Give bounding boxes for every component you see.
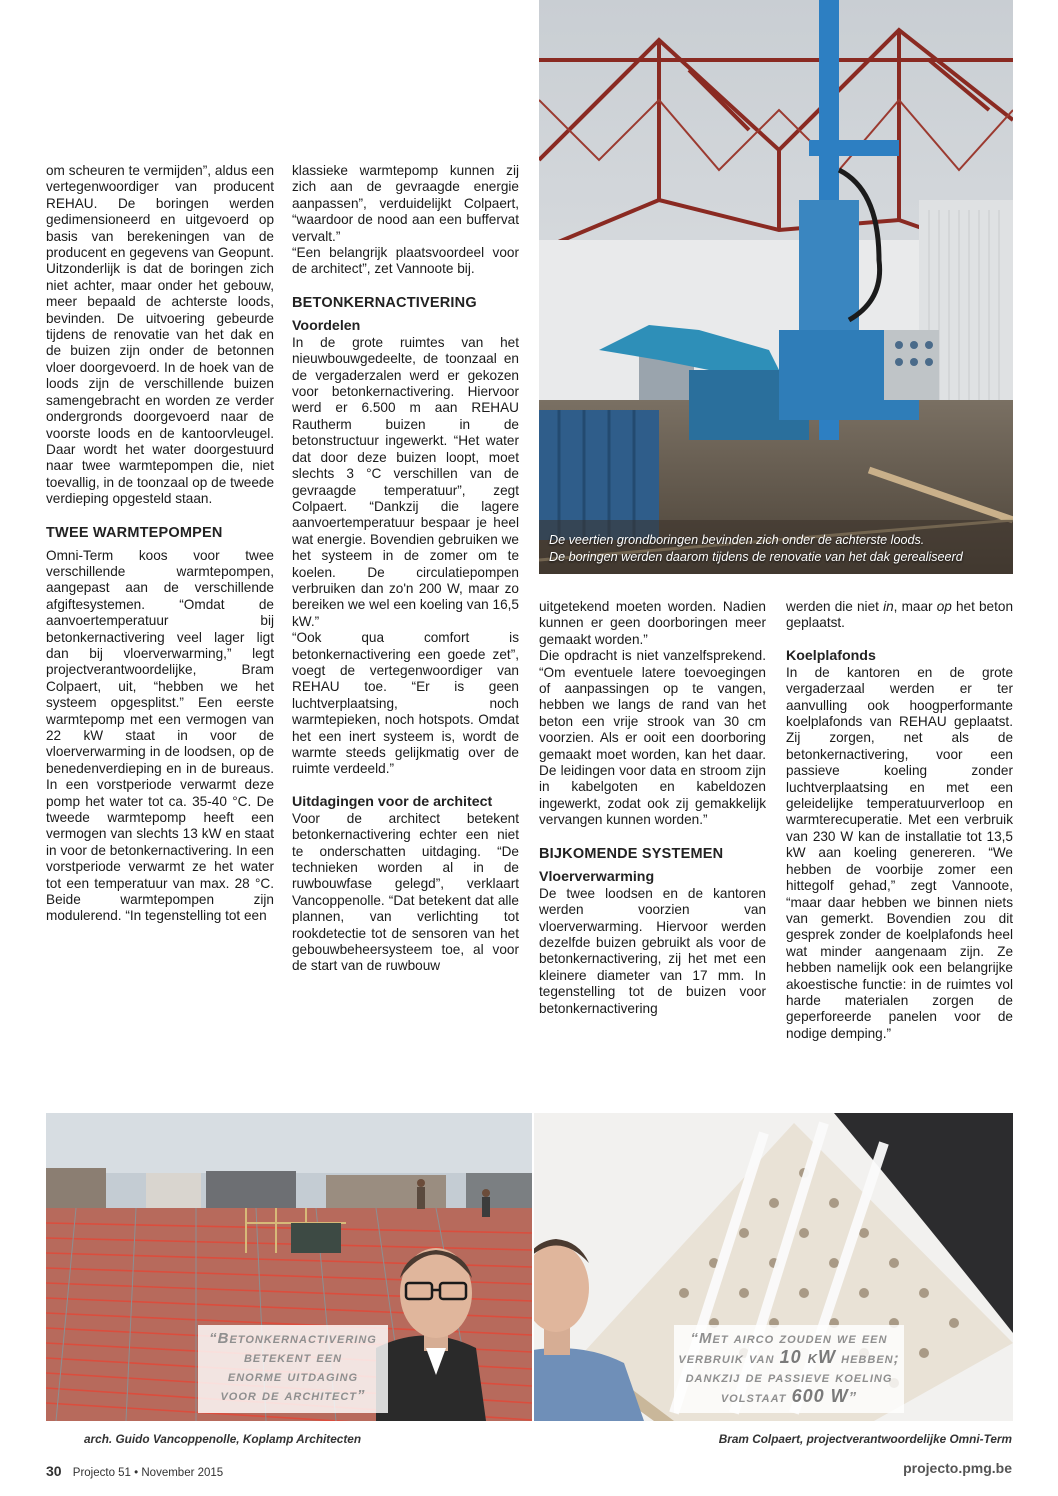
article-column-2 [292, 163, 519, 975]
project-lead-quote-line-2 [674, 1348, 904, 1368]
construction-site-photo [46, 1113, 532, 1421]
architect-quote-line-1: “Betonkernactivering [209, 1330, 377, 1347]
quote-value-600w: 600 W [791, 1386, 849, 1406]
col4-p1-part-c: , maar [893, 599, 937, 614]
article-column-1 [46, 163, 274, 925]
issue-info: Projecto 51 • November 2015 [72, 1467, 224, 1479]
col4-p1-emphasis-op: op [936, 599, 952, 614]
architect-quote [198, 1325, 388, 1413]
drilling-rig-illustration [539, 0, 1013, 574]
subheading-koelplafonds: Koelplafonds [786, 647, 876, 664]
quote-value-10kw: 10 kW [779, 1347, 836, 1367]
col3-paragraph-1: uitgetekend moeten worden. Nadien kunnen er geen doorboringen meer gemaakt worden.” [539, 599, 766, 647]
subheading-vloerverwarming: Vloerverwarming [539, 868, 655, 885]
col4-p1-part-a: werden die niet [786, 599, 884, 614]
drilling-rig-photo [539, 0, 1013, 574]
col4-paragraph-2: In de kantoren en de grote vergaderzaal werden er ter aanvulling ook hoogperformante koelplafonds van REHAU geplaatst. Zij zorgen, net als de betonkernactivering, voor een passieve koeling zonder luchtverplaatsing en met een geleidelijke temperatuurverloop en warmterecuperatie. Met een verbruik van 230 W kan de installatie tot 13,5 kW aan koeling genereren. “We hebben de voorbije zomer een hittegolf gehad,” zegt Vannoote, “maar daar hebben we binnen niets van gemerkt. Bovendien zou dit gesprek zonder de koelplafonds heel wat minder aangenaam zijn. Ze hebben namelijk ook een belangrijke akoestische functie: in de ruimtes vol harde materialen zorgen de geperforeerde panelen voor de nodige demping.” [786, 664, 1013, 1041]
col2-paragraph-5: Voor de architect betekent betonkernactivering echter een niet te onderschatten uitdaging. “De technieken worden al in de ruwbouwfase gelegd”, verklaart Vancoppenolle. “Dat betekent dat alle plannen, van verlichting tot rookdetectie tot de sensoren van het gebouwbeheersysteem toe, al voor de start van de ruwbouw [292, 810, 519, 974]
col3-paragraph-2: Die opdracht is niet vanzelfsprekend. “Om eventuele latere toevoegingen of aanpassingen op te vangen, hebben we langs de rand van het beton een vrije strook van 30 cm voorzien. Als er ooit een doorboring gemaakt moet worden, kan het daar. De leidingen voor data en stroom zijn in kabelgoten en kabeldozen ingewerkt, zodat ook zij gemakkelijk vervangen kunnen worden.” [539, 648, 766, 828]
col4-p1-part-e: het beton geplaatst. [786, 599, 1013, 631]
article-column-3 [539, 599, 766, 1017]
project-lead-quote-line-3: dankzij de passieve koeling [685, 1369, 893, 1386]
project-lead-quote-line-4 [674, 1387, 904, 1407]
architect-quote-line-3: enorme uitdaging [227, 1368, 359, 1385]
architect-quote-line-4: voor de architect” [220, 1387, 366, 1404]
heading-bijkomende-systemen: BIJKOMENDE SYSTEMEN [539, 845, 724, 862]
project-lead-photo-caption: Bram Colpaert, projectverantwoordelijke Omni-Term [718, 1432, 1012, 1446]
col1-paragraph-1: om scheuren te vermijden”, aldus een vertegenwoordiger van producent REHAU. De boringen werden gedimensioneerd en uitgevoerd op basis van berekeningen van de producent en gegevens van Geopunt. Uitzonderlijk is dat de boringen zich niet achter, maar onder het gebouw, meer bepaald de achterste loods, bevinden. De uitvoering gebeurde tijdens de renovatie van het dak en de buizen zijn onder de betonnen vloer doorgevoerd. In de hoek van de loods zijn de verschillende buizen samengebracht en worden ze verder ondergronds doorgevoerd naar de voorste loods en de kantoorvleugel. Daar wordt het water doorgestuurd naar twee warmtepompen die, niet toevallig, in de toonzaal op de tweede verdieping opgesteld staan. [46, 163, 274, 507]
project-lead-quote [674, 1325, 904, 1413]
architect-quote-line-2: betekent een [243, 1349, 343, 1366]
article-column-4 [786, 599, 1013, 1042]
col4-paragraph-1 [786, 599, 1013, 632]
quote-line-2-a: verbruik van [678, 1350, 780, 1367]
col4-p1-emphasis-in: in [883, 599, 894, 614]
page-footer-left [46, 1463, 223, 1479]
quote-line-4-c: ” [848, 1389, 858, 1406]
project-lead-quote-line-1: “Met airco zouden we een [690, 1330, 888, 1347]
quote-line-4-a: volstaat [720, 1389, 792, 1406]
ceiling-panel-photo [534, 1113, 1013, 1421]
col2-paragraph-2: “Een belangrijk plaatsvoordeel voor de architect”, zet Vannoote bij. [292, 245, 519, 277]
website-link[interactable]: projecto.pmg.be [903, 1460, 1012, 1476]
col1-paragraph-2: Omni-Term koos voor twee verschillende warmtepompen, aangepast aan de verschillende afgiftesystemen. “Omdat de aanvoertemperatuur bij betonkernactivering veel lager ligt dan bij vloerverwarming,” legt projectverantwoordelijke, Bram Colpaert, uit, “hebben we het systeem opgesplitst.” Een eerste warmtepomp met een vermogen van 22 kW staat in voor de vloerverwarming in de loodsen, op de benedenverdieping en in de bureaus. In een vorstperiode verwarmt deze pomp het water tot ca. 35-40 °C. De tweede warmtepomp heeft een vermogen van slechts 13 kW en staat in voor de betonkernactivering. In een vorstperiode verwarmt ze het water tot een temperatuur van max. 28 °C. Beide warmtepompen zijn modulerend. “In tegenstelling tot een [46, 547, 274, 924]
col3-paragraph-3: De twee loodsen en de kantoren werden voorzien van vloerverwarming. Hiervoor werden dezelfde buizen gebruikt als voor de betonkernactivering, zij het met een kleinere diameter van 17 mm. In tegenstelling tot de buizen voor betonkernactivering [539, 885, 766, 1016]
drilling-photo-caption [539, 532, 1013, 566]
subheading-voordelen: Voordelen [292, 317, 361, 334]
architect-photo-caption: arch. Guido Vancoppenolle, Koplamp Architecten [84, 1432, 362, 1446]
subheading-uitdagingen-architect: Uitdagingen voor de architect [292, 793, 493, 810]
col2-paragraph-3: In de grote ruimtes van het nieuwbouwgedeelte, de toonzaal en de vergaderzalen werd er gekozen voor betonkernactivering. Hiervoor werd er 6.500 m aan REHAU Rautherm buizen in de betonstructuur ingewerkt. “Het water dat door deze buizen loopt, moet slechts 3 °C verschillen van de gevraagde temperatuur”, zegt Colpaert. “Dankzij die lagere aanvoertemperatuur bespaar je heel wat energie. Bovendien gebruiken we het systeem in de zomer om te koelen. De circulatiepompen verbruiken dan zo'n 200 W, maar zo bereiken we wel een koeling van 16,5 kW.” [292, 334, 519, 629]
col2-paragraph-1: klassieke warmtepomp kunnen zij zich aan de gevraagde energie aanpassen”, verduidelijkt Colpaert, “waardoor de nood aan een buffervat vervalt.” [292, 163, 519, 244]
col2-paragraph-4: “Ook qua comfort is betonkernactivering een goede zet”, voegt de vertegenwoordiger van REHAU toe. “Er is geen luchtverplaatsing, noch warmtepieken, noch hotspots. Omdat het een inert systeem is, wordt de warmte steeds gelijkmatig over de ruimte verdeeld.” [292, 630, 519, 777]
drilling-caption-line-1: De veertien grondboringen bevinden zich onder de achterste loods. [549, 533, 925, 547]
heading-betonkernactivering: BETONKERNACTIVERING [292, 294, 477, 311]
page-number: 30 [46, 1463, 62, 1479]
drilling-caption-line-2: De boringen werden daarom tijdens de renovatie van het dak gerealiseerd [549, 550, 963, 564]
quote-line-2-c: hebben; [835, 1350, 900, 1367]
heading-twee-warmtepompen: TWEE WARMTEPOMPEN [46, 524, 223, 541]
